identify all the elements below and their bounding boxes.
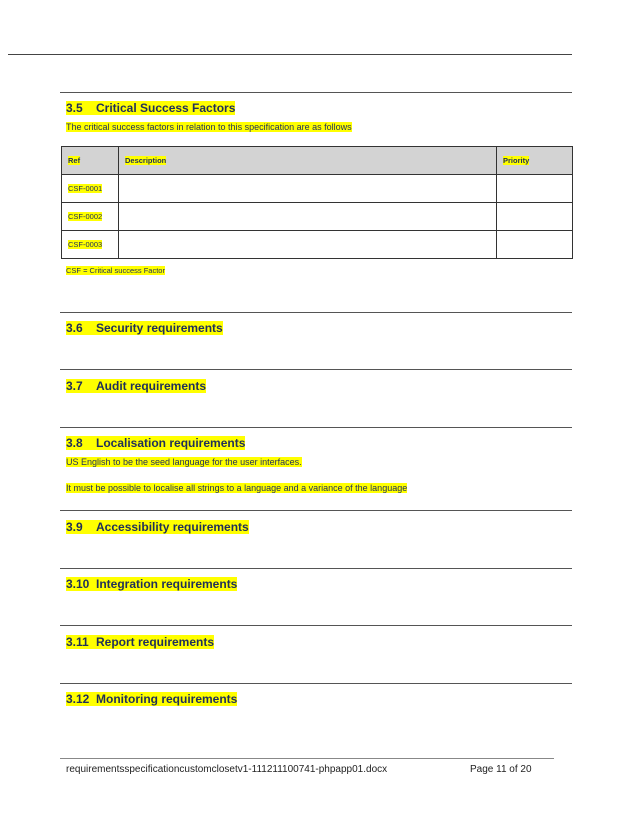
section-heading-3-10 — [66, 577, 237, 591]
cell-ref — [62, 175, 119, 203]
section-number: 3.5 — [66, 101, 83, 115]
section-divider — [60, 427, 572, 428]
cell-description — [119, 203, 497, 231]
body-line: It must be possible to localise all strings to a language and a variance of the language — [66, 483, 408, 493]
section-divider — [60, 510, 572, 511]
footer-rule — [60, 758, 554, 759]
footnote-text: CSF = Critical success Factor — [66, 266, 165, 275]
section-title: Localisation requirements — [96, 436, 246, 450]
section-number: 3.12 — [66, 692, 90, 706]
section-number: 3.10 — [66, 577, 90, 591]
section-heading-3-11 — [66, 635, 214, 649]
section-divider — [60, 312, 572, 313]
section-intro-text — [66, 122, 352, 132]
section-heading-3-5 — [66, 101, 235, 115]
table-row — [62, 203, 573, 231]
table-footnote — [66, 266, 165, 275]
column-header-ref — [62, 147, 119, 175]
section-heading-3-7 — [66, 379, 206, 393]
column-header-priority — [497, 147, 573, 175]
table-row — [62, 175, 573, 203]
header-label: Description — [125, 156, 167, 165]
intro-text: The critical success factors in relation to this specification are as follows — [66, 122, 352, 132]
section-heading-3-6 — [66, 321, 223, 335]
ref-value: CSF-0001 — [68, 184, 103, 193]
localisation-text-1 — [66, 457, 302, 467]
section-number: 3.6 — [66, 321, 83, 335]
section-heading-3-8 — [66, 436, 245, 450]
table-row — [62, 231, 573, 259]
section-title: Accessibility requirements — [96, 520, 249, 534]
section-title: Critical Success Factors — [96, 101, 236, 115]
footer-page-number: Page 11 of 20 — [470, 764, 532, 775]
section-number: 3.9 — [66, 520, 83, 534]
footer-filename: requirementsspecificationcustomclosetv1-111211100741-phpapp01.docx — [66, 764, 388, 775]
section-title: Integration requirements — [96, 577, 238, 591]
cell-priority — [497, 175, 573, 203]
column-header-description — [119, 147, 497, 175]
header-label: Priority — [503, 156, 530, 165]
header-rule — [8, 54, 572, 55]
cell-description — [119, 231, 497, 259]
section-number: 3.8 — [66, 436, 83, 450]
section-heading-3-12 — [66, 692, 237, 706]
section-title: Audit requirements — [96, 379, 207, 393]
section-title: Monitoring requirements — [96, 692, 238, 706]
section-number: 3.7 — [66, 379, 83, 393]
section-heading-3-9 — [66, 520, 249, 534]
section-number: 3.11 — [66, 635, 89, 649]
section-divider — [60, 625, 572, 626]
csf-table — [61, 146, 573, 259]
cell-ref — [62, 203, 119, 231]
cell-priority — [497, 203, 573, 231]
ref-value: CSF-0002 — [68, 212, 103, 221]
section-title: Report requirements — [96, 635, 215, 649]
section-divider — [60, 369, 572, 370]
section-divider — [60, 568, 572, 569]
section-title: Security requirements — [96, 321, 223, 335]
cell-description — [119, 175, 497, 203]
cell-ref — [62, 231, 119, 259]
body-line: US English to be the seed language for the user interfaces. — [66, 457, 302, 467]
cell-priority — [497, 231, 573, 259]
ref-value: CSF-0003 — [68, 240, 103, 249]
section-divider — [60, 92, 572, 93]
table-header-row — [62, 147, 573, 175]
section-divider — [60, 683, 572, 684]
localisation-text-2 — [66, 483, 407, 493]
header-label: Ref — [68, 156, 81, 165]
